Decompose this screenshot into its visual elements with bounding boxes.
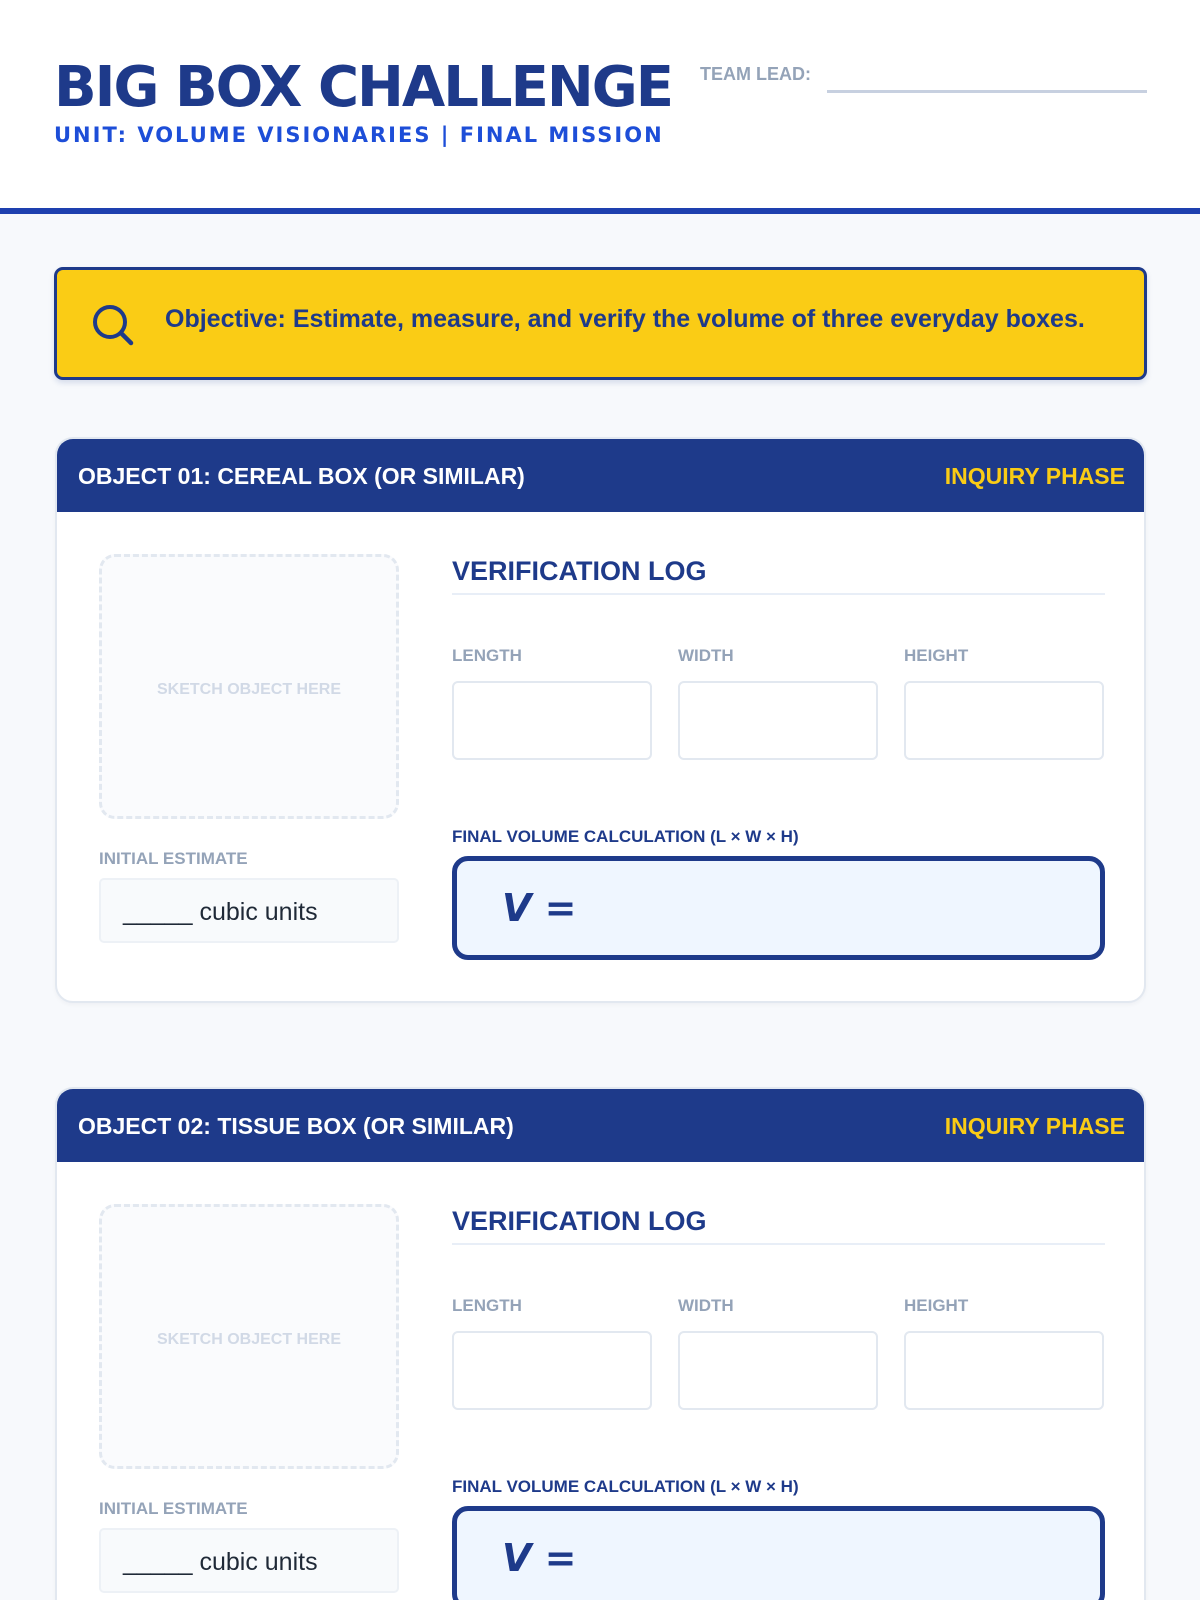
- height-label: HEIGHT: [904, 1296, 969, 1315]
- card-header: [57, 439, 1144, 512]
- team-lead-label: TEAM LEAD:: [700, 64, 811, 84]
- page-subtitle: UNIT: VOLUME VISIONARIES | FINAL MISSION: [54, 123, 664, 147]
- volume-prefix: V =: [502, 886, 577, 930]
- divider: [452, 593, 1105, 595]
- volume-calc-field[interactable]: [452, 856, 1105, 960]
- sketch-label: SKETCH OBJECT HERE: [156, 681, 342, 698]
- verification-log-title: VERIFICATION LOG: [452, 1206, 707, 1236]
- verification-log-title: VERIFICATION LOG: [452, 556, 707, 586]
- volume-calc-field[interactable]: [452, 1506, 1105, 1600]
- card-title: OBJECT 02: TISSUE BOX (OR SIMILAR): [78, 1113, 514, 1139]
- estimate-label: INITIAL ESTIMATE: [99, 1499, 248, 1518]
- estimate-field[interactable]: [99, 1528, 399, 1593]
- length-label: LENGTH: [452, 1296, 522, 1315]
- card-header: [57, 1089, 1144, 1162]
- object-card-02: [55, 1087, 1146, 1600]
- estimate-text: _____ cubic units: [123, 1548, 318, 1576]
- page-header: [0, 0, 1200, 214]
- length-input[interactable]: [452, 1331, 652, 1410]
- team-lead-field[interactable]: [827, 90, 1147, 93]
- calc-label: FINAL VOLUME CALCULATION (L × W × H): [452, 827, 799, 846]
- divider: [452, 1243, 1105, 1245]
- calc-label: FINAL VOLUME CALCULATION (L × W × H): [452, 1477, 799, 1496]
- height-label: HEIGHT: [904, 646, 969, 665]
- object-card-01: [55, 437, 1146, 1003]
- sketch-label: SKETCH OBJECT HERE: [156, 1331, 342, 1348]
- width-label: WIDTH: [678, 1296, 734, 1315]
- volume-prefix: V =: [502, 1536, 577, 1580]
- estimate-text: _____ cubic units: [123, 898, 318, 926]
- phase-badge: INQUIRY PHASE: [944, 1113, 1125, 1139]
- estimate-field[interactable]: [99, 878, 399, 943]
- height-input[interactable]: [904, 1331, 1104, 1410]
- phase-badge: INQUIRY PHASE: [944, 463, 1125, 489]
- objective-text: Objective: Estimate, measure, and verify the volume of three everyday boxes.: [165, 305, 1085, 333]
- width-label: WIDTH: [678, 646, 734, 665]
- length-label: LENGTH: [452, 646, 522, 665]
- search-icon: [89, 301, 137, 349]
- width-input[interactable]: [678, 1331, 878, 1410]
- objective-banner: [54, 267, 1147, 380]
- height-input[interactable]: [904, 681, 1104, 760]
- sketch-area[interactable]: [99, 554, 399, 819]
- page-title: BIG BOX CHALLENGE: [54, 55, 672, 120]
- length-input[interactable]: [452, 681, 652, 760]
- sketch-area[interactable]: [99, 1204, 399, 1469]
- width-input[interactable]: [678, 681, 878, 760]
- card-title: OBJECT 01: CEREAL BOX (OR SIMILAR): [78, 463, 525, 489]
- estimate-label: INITIAL ESTIMATE: [99, 849, 248, 868]
